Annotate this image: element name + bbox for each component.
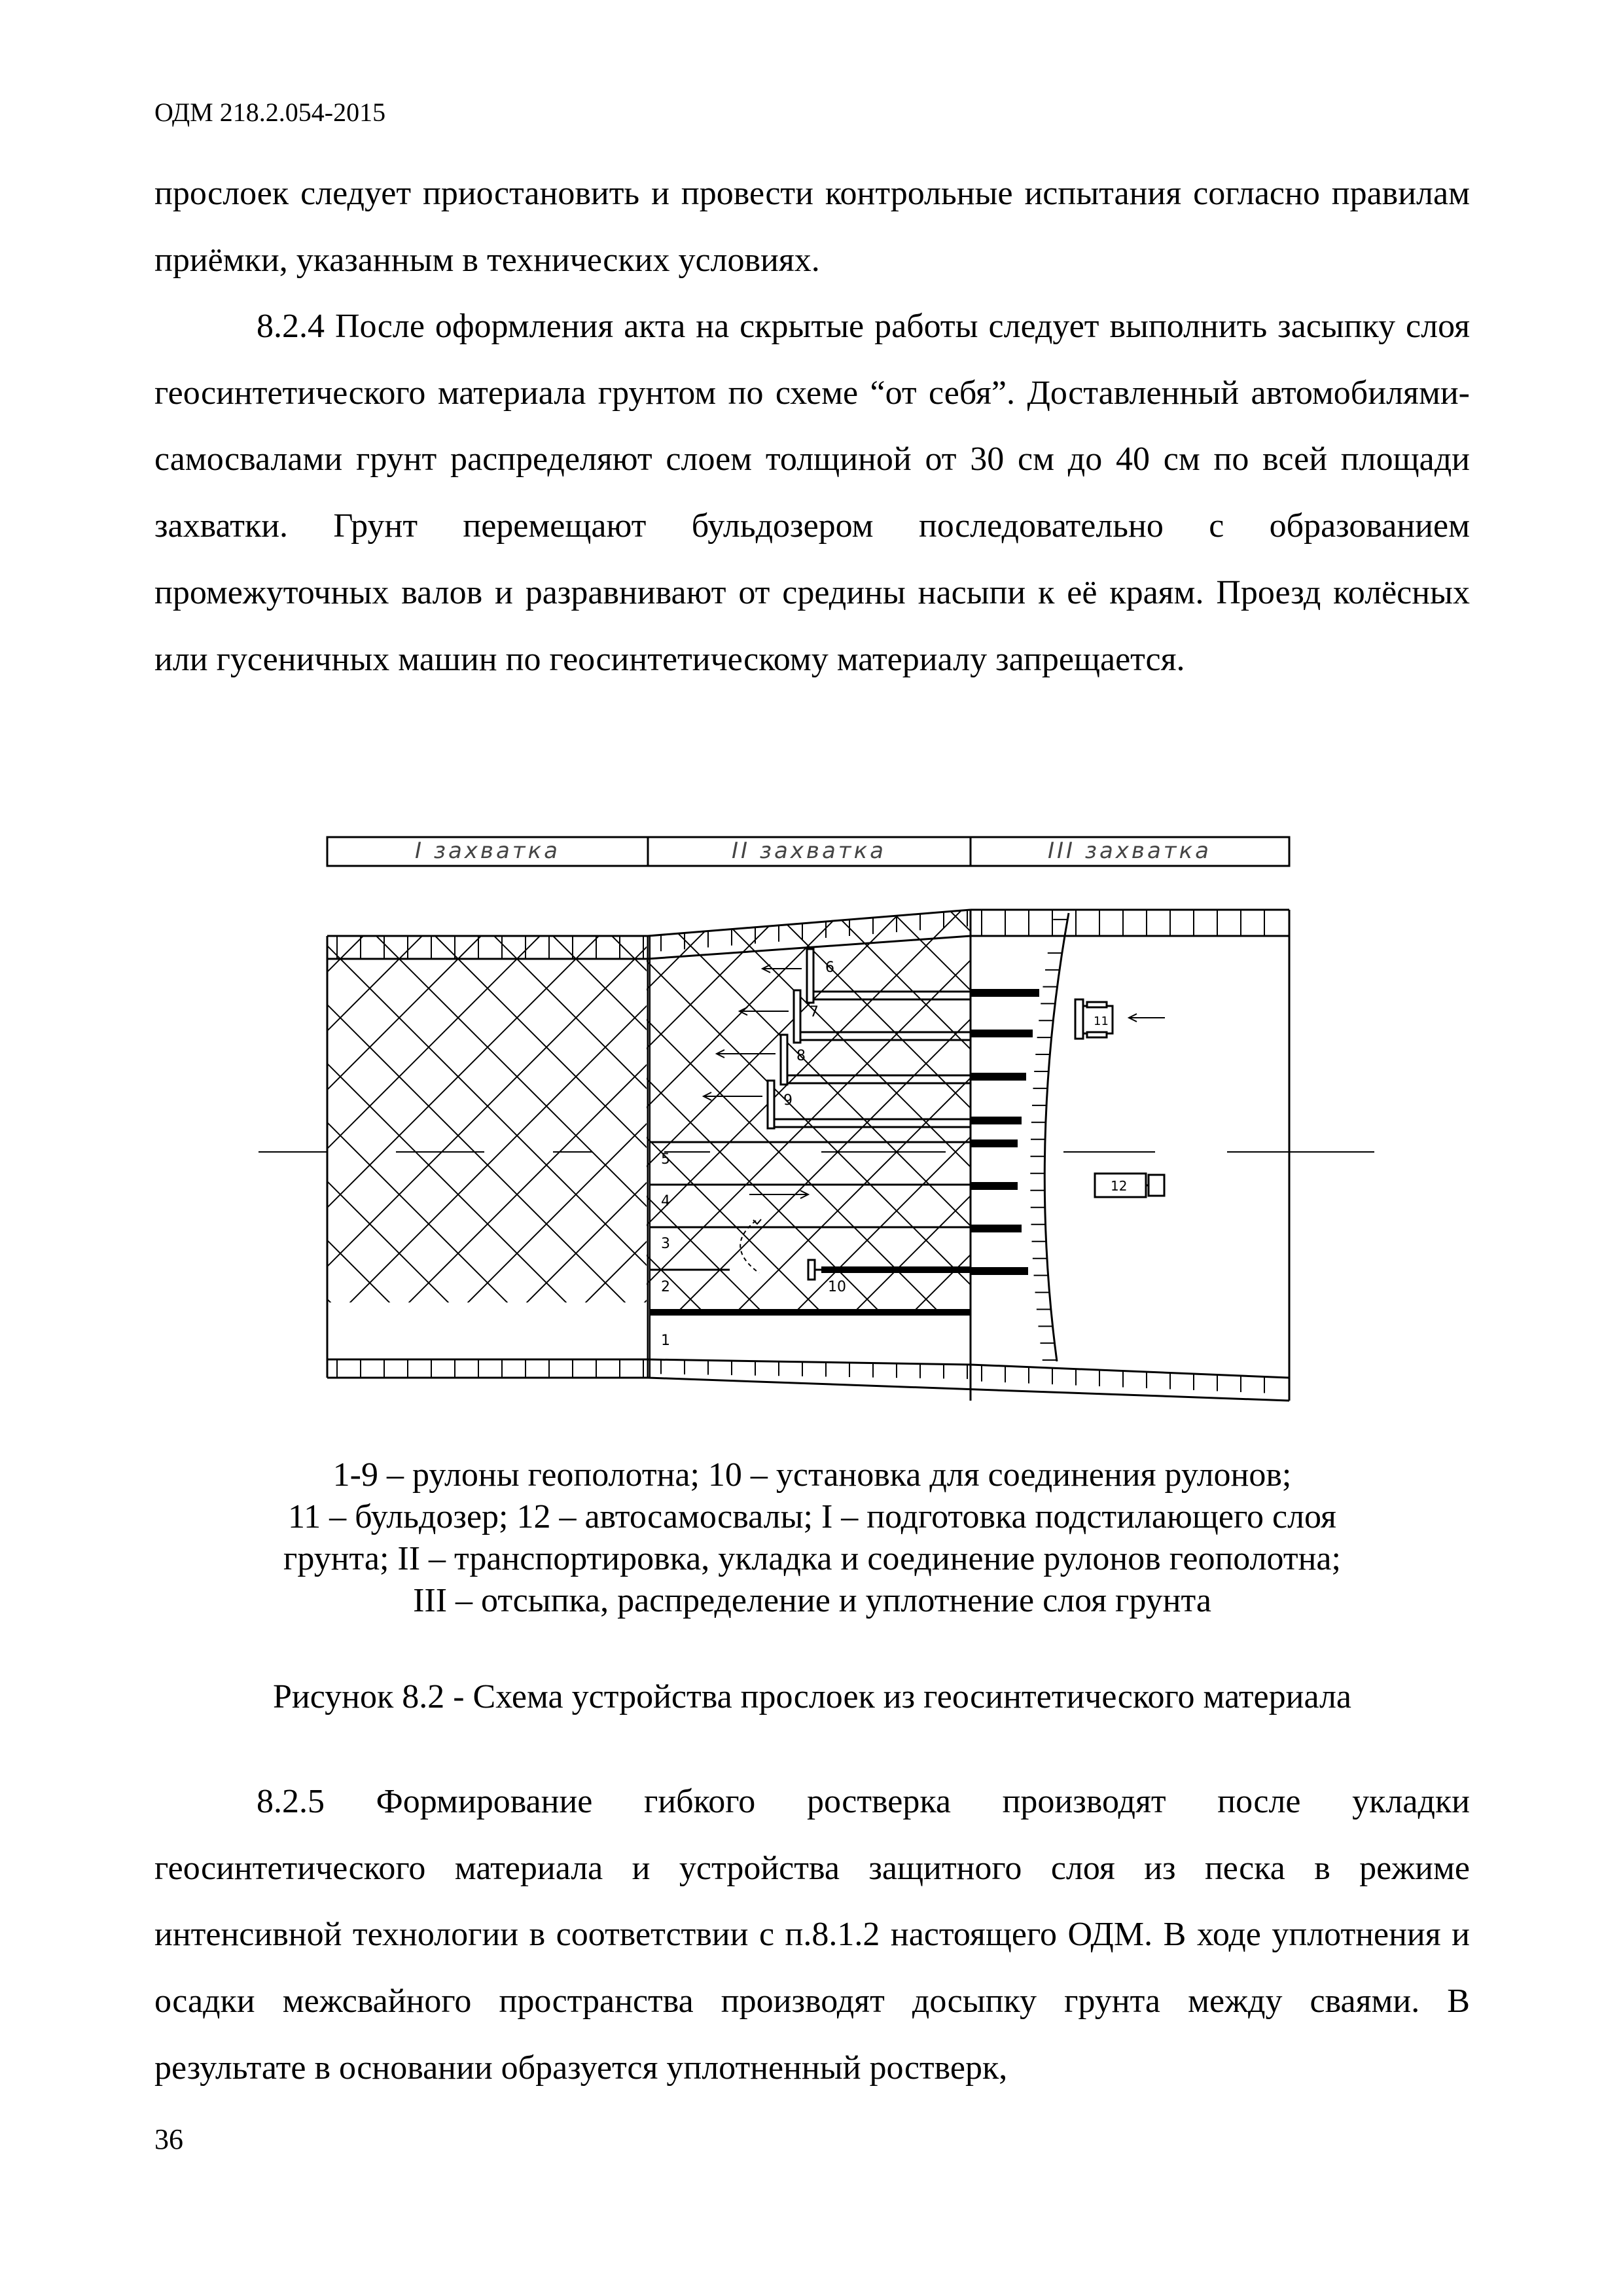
figure-legend	[154, 1454, 1470, 1622]
roll-label-2: 2	[661, 1279, 670, 1295]
fill-front-curve	[1044, 913, 1069, 1361]
roll-label-4: 4	[661, 1193, 670, 1210]
truck-label-12: 12	[1111, 1178, 1128, 1194]
roll-label-9: 9	[783, 1092, 793, 1109]
roll-label-5: 5	[661, 1151, 670, 1168]
figure-8-2-diagram	[252, 828, 1378, 1404]
paragraph-8-2-4: 8.2.4 После оформления акта на скрытые работы следует выполнить засыпку слоя геосинтетического материала грунтом по схеме “от себя”. Доставленный автомобилями-самосвалами грунт распределяют слоем толщиной от 30 см до 40 см по всей площади захватки. Грунт перемещают бульдозером последовательно с образованием промежуточных валов и разравнивают от средины насыпи к её краям. Проезд колёсных или гусеничных машин по геосинтетическому материалу запрещается.	[154, 308, 1470, 678]
legend-line-4: III – отсыпка, распределение и уплотнение слоя грунта	[413, 1582, 1211, 1619]
roll-label-8: 8	[796, 1048, 806, 1064]
bulldozer-11-icon	[1075, 999, 1113, 1039]
page-number: 36	[154, 2123, 183, 2155]
figure-caption: Рисунок 8.2 - Схема устройства прослоек из геосинтетического материала	[272, 1678, 1352, 1715]
dump-truck-12-icon	[1095, 1174, 1164, 1197]
zone-2-lattice-hatch	[252, 893, 1378, 1352]
roll-number-labels	[661, 960, 846, 1349]
roll-joint-bars	[971, 989, 1039, 1275]
roll-label-7: 7	[810, 1004, 819, 1020]
zone-3-label: III захватка	[1048, 838, 1211, 864]
roll-label-3: 3	[661, 1236, 670, 1252]
zone-2-label: II захватка	[732, 838, 886, 864]
paragraph-continuation: прослоек следует приостановить и провести контрольные испытания согласно правилам приёмки, указанным в технических условиях.	[154, 175, 1470, 279]
bulldozer-direction-arrow	[1129, 1014, 1165, 1022]
bulldozer-label-11: 11	[1094, 1014, 1109, 1028]
legend-line-1: 1-9 – рулоны геополотна; 10 – установка для соединения рулонов;	[332, 1456, 1292, 1494]
scheme-drawing	[252, 828, 1378, 1404]
roll-label-6: 6	[825, 960, 834, 976]
zone-1-label: I захватка	[415, 838, 560, 864]
document-code-header: ОДМ 218.2.054-2015	[154, 98, 386, 127]
legend-line-3: грунта; II – транспортировка, укладка и соединение рулонов геополотна;	[283, 1540, 1341, 1577]
paragraph-8-2-5: 8.2.5 Формирование гибкого ростверка производят после укладки геосинтетического материала и устройства защитного слоя из песка в режиме интенсивной технологии в соответствии с п.8.1.2 настоящего ОДМ. В ходе уплотнения и осадки межсвайного пространства производят досыпку грунта между сваями. В результате в основании образуется уплотненный ростверк,	[154, 1783, 1470, 2087]
roll-label-1: 1	[661, 1333, 670, 1349]
zone-header-table	[327, 837, 1289, 866]
legend-line-2: 11 – бульдозер; 12 – автосамосвалы; I – подготовка подстилающего слоя	[288, 1498, 1336, 1535]
joiner-label-10: 10	[828, 1279, 846, 1295]
